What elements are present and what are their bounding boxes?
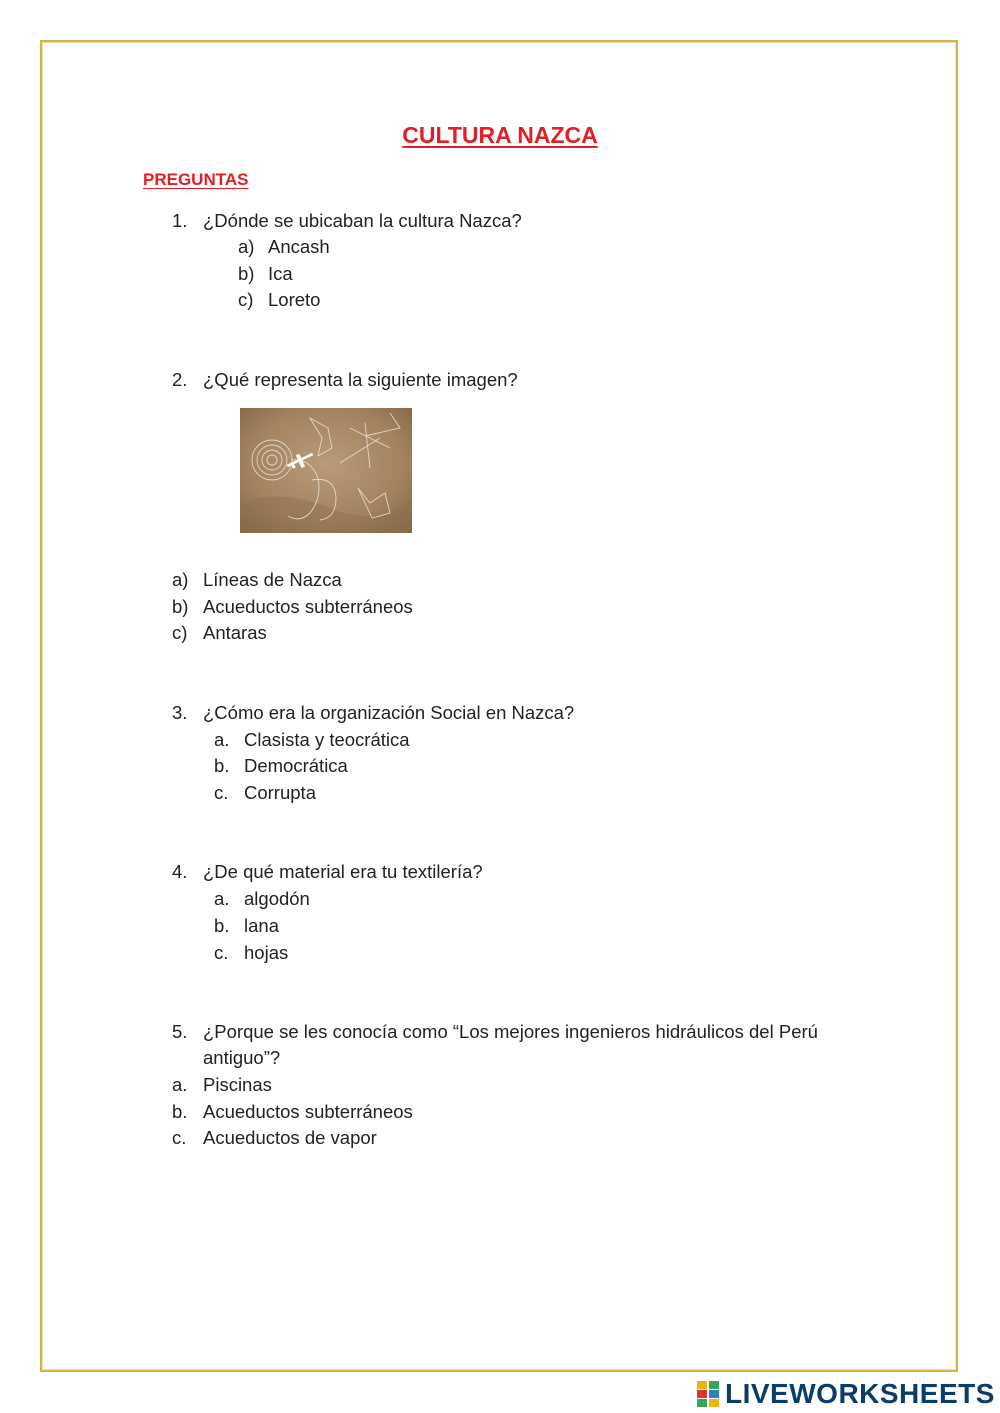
option-text[interactable]: algodón [244, 888, 310, 909]
option-marker: a) [238, 236, 255, 257]
option-text[interactable]: Loreto [268, 289, 321, 310]
question-number: 4. [172, 861, 188, 882]
question-text: ¿De qué material era tu textilería? [203, 861, 483, 882]
option-marker: a) [172, 569, 189, 590]
option-text[interactable]: Líneas de Nazca [203, 569, 342, 590]
option-text[interactable]: Acueductos subterráneos [203, 1101, 413, 1122]
option-text[interactable]: Acueductos subterráneos [203, 596, 413, 617]
question-text-continued: antiguo”? [203, 1047, 281, 1068]
option-text[interactable]: Piscinas [203, 1074, 272, 1095]
option-marker: c) [238, 289, 254, 310]
option-marker: b) [172, 596, 189, 617]
section-subtitle: PREGUNTAS [143, 170, 249, 189]
brand-text: LIVEWORKSHEETS [725, 1378, 995, 1409]
option-text[interactable]: Acueductos de vapor [203, 1127, 377, 1148]
option-marker: b. [172, 1101, 188, 1122]
option-marker: a. [214, 729, 230, 750]
option-text[interactable]: Democrática [244, 755, 348, 776]
option-text[interactable]: lana [244, 915, 279, 936]
option-marker: b. [214, 755, 230, 776]
option-text[interactable]: Corrupta [244, 782, 316, 803]
question-text: ¿Dónde se ubicaban la cultura Nazca? [203, 210, 522, 231]
option-marker: a. [172, 1074, 188, 1095]
option-text[interactable]: hojas [244, 942, 289, 963]
option-text[interactable]: Ancash [268, 236, 330, 257]
option-text[interactable]: Ica [268, 263, 293, 284]
option-marker: c. [214, 782, 229, 803]
option-marker: b) [238, 263, 255, 284]
liveworksheets-logo-icon [697, 1381, 719, 1407]
option-marker: c) [172, 622, 188, 643]
question-number: 5. [172, 1021, 188, 1042]
option-marker: b. [214, 915, 230, 936]
option-text[interactable]: Antaras [203, 622, 267, 643]
question-number: 2. [172, 369, 188, 390]
nazca-lines-photo [240, 408, 412, 533]
question-text: ¿Qué representa la siguiente imagen? [203, 369, 518, 390]
document-title: CULTURA NAZCA [402, 122, 598, 148]
question-number: 1. [172, 210, 188, 231]
option-marker: c. [214, 942, 229, 963]
liveworksheets-brand[interactable] [697, 1378, 995, 1410]
question-number: 3. [172, 702, 188, 723]
option-marker: a. [214, 888, 230, 909]
option-text[interactable]: Clasista y teocrática [244, 729, 410, 750]
question-text: ¿Porque se les conocía como “Los mejores ingenieros hidráulicos del Perú [203, 1021, 818, 1042]
question-text: ¿Cómo era la organización Social en Nazca? [203, 702, 575, 723]
option-marker: c. [172, 1127, 187, 1148]
